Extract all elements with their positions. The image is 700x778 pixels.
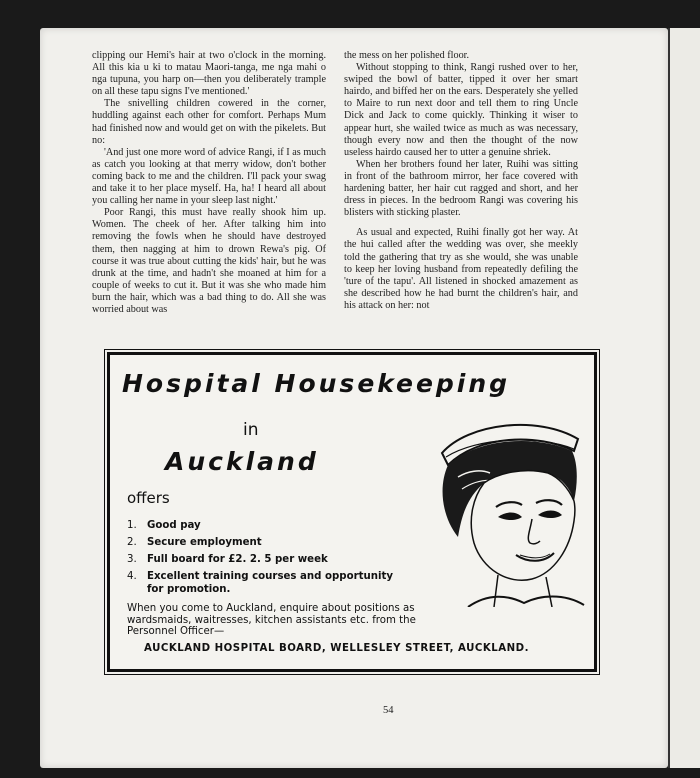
list-item	[127, 536, 397, 549]
list-item	[127, 519, 397, 532]
ad-enquire-text: When you come to Auckland, enquire about positions as wardsmaids, waitresses, kitchen assistants etc. from the Personnel Officer—	[127, 603, 416, 637]
paragraph: Without stopping to think, Rangi rushed over to her, swiped the bowl of batter, tipped it over her smart hairdo, and biffed her on the ears. Desperately she yelled to Maire to run next door and tell them to ring Uncle Dick and Jack to come quickly. Thinking it wiser to appear hurt, she wailed twice as much as was necessary, though every now and then the thought of the now useless hairdo caused her to utter a genuine shriek.	[344, 62, 578, 158]
ad-footer-address: AUCKLAND HOSPITAL BOARD, WELLESLEY STREET, AUCKLAND.	[144, 643, 529, 654]
list-item	[127, 570, 397, 596]
list-text: Good pay	[147, 520, 201, 531]
page-number: 54	[383, 705, 394, 716]
list-number: 3.	[127, 554, 137, 565]
ad-city: Auckland	[165, 447, 319, 476]
paragraph: the mess on her polished floor.	[344, 50, 470, 61]
ad-title: Hospital Housekeeping	[122, 369, 511, 398]
paragraph: Poor Rangi, this must have really shook him up. Women. The cheek of her. After talking him into removing the fowls when he should have destroyed them, then nagging at him to drown Rewa's pig. Of course it was true about cutting the kids' hair, but he was drunk at the time, and hadn't she moaned at him for a couple of weeks to cut it. But it was she who made him burn the hair, which was a bad thing to do. All she was worried about was	[92, 207, 326, 315]
paragraph: The snivelling children cowered in the corner, huddling against each other for comfort. Perhaps Mum had finished now and would get on with the pikelets. But no:	[92, 98, 326, 146]
list-text: Excellent training courses and opportunity for promotion.	[147, 571, 393, 595]
list-number: 1.	[127, 520, 137, 531]
list-text: Full board for £2. 2. 5 per week	[147, 554, 328, 565]
list-text: Secure employment	[147, 537, 262, 548]
paragraph: When her brothers found her later, Ruihi was sitting in front of the bathroom mirror, her face covered with hardening batter, her hair cut ragged and short, and her dress in pieces. In the bedroom Rangi was covering his blisters with sticking plaster.	[344, 158, 578, 219]
paragraph: clipping our Hemi's hair at two o'clock in the morning. All this kia u ki to matau Maori-tanga, me nga mahi o nga tupuna, you harp on—then you deliberately trample on all these tapu signs I've mentioned.'	[92, 50, 326, 98]
paragraph: As usual and expected, Ruihi finally got her way. At the hui called after the wedding was over, she meekly told the gathering that try as she would, she was unable to keep her loving husband from repeatedly defiling the 'ture of the tapu'. All listened in shocked amazement as she described how he had burnt the children's hair, and his attack on her: not	[344, 227, 578, 311]
ad-in-word: in	[243, 420, 259, 440]
list-number: 2.	[127, 537, 137, 548]
advertisement-box	[107, 352, 597, 672]
left-column	[92, 50, 326, 316]
list-number: 4.	[127, 571, 137, 582]
ad-benefits-list	[127, 519, 397, 600]
facing-page-edge	[668, 28, 700, 768]
nurse-illustration-icon	[428, 417, 592, 607]
paragraph: 'And just one more word of advice Rangi, if I as much as catch you looking at that merry widow, don't bother coming back to me and the children. I'll pack your swag and take it to her place myself. Ha, ha! I heard all about you calling her name in your sleep last night.'	[92, 146, 326, 207]
right-column	[344, 50, 578, 312]
ad-offers: offers	[127, 489, 170, 507]
list-item	[127, 553, 397, 566]
